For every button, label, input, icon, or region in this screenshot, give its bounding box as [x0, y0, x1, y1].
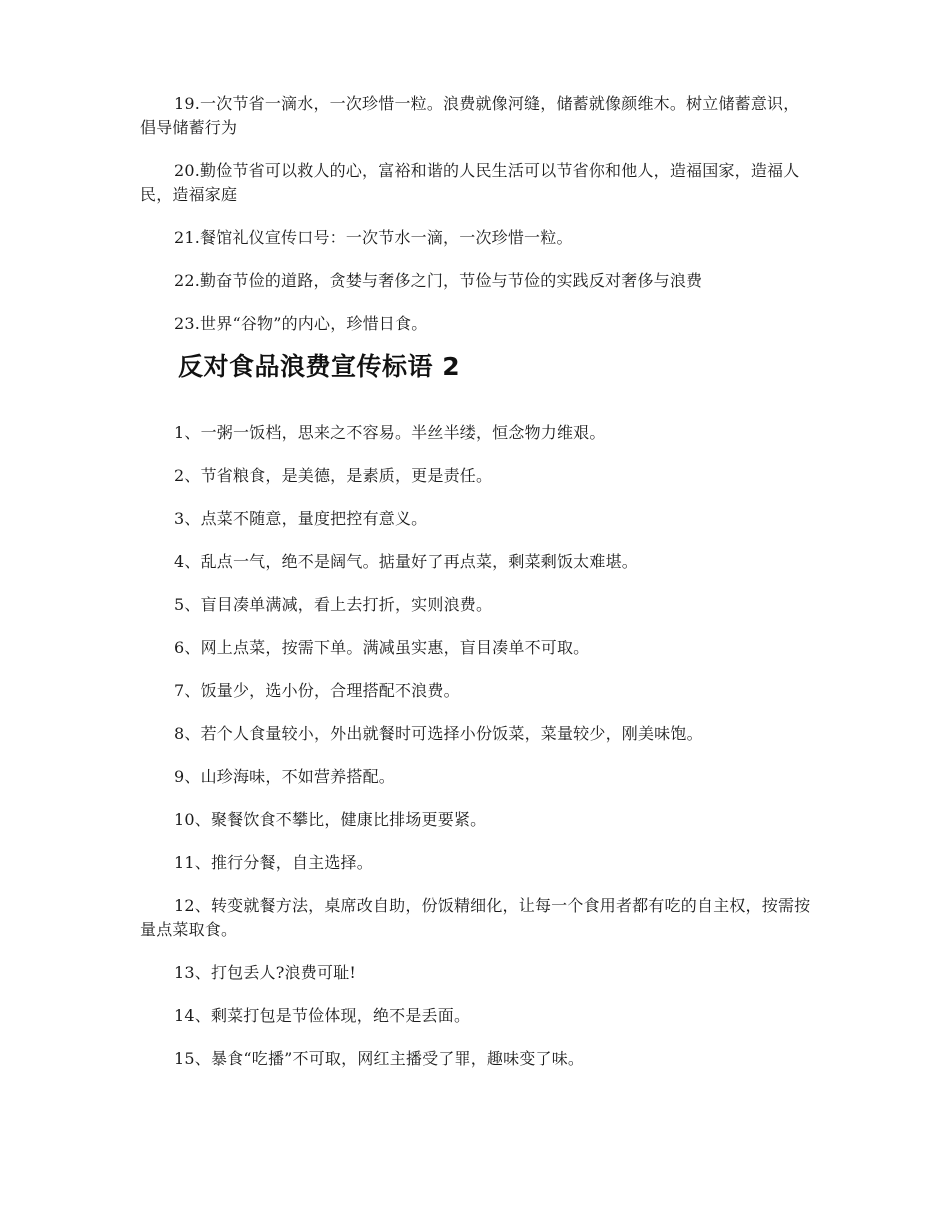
slogan-item-8: 8、若个人食量较小，外出就餐时可选择小份饭菜，菜量较少，刚美味饱。	[174, 724, 703, 743]
slogan-item-5: 5、盲目凑单满减，看上去打折，实则浪费。	[174, 595, 493, 614]
slogan-item-12: 12、转变就餐方法，桌席改自助，份饭精细化，让每一个食用者都有吃的自主权，按需按量点菜取食。	[140, 896, 811, 939]
slogan-19: 19.一次节省一滴水，一次珍惜一粒。浪费就像河缝，储蓄就像颜维木。树立储蓄意识，倡导储蓄行为	[140, 94, 800, 137]
slogan-item-7: 7、饭量少，选小份，合理搭配不浪费。	[174, 681, 460, 700]
document-body	[140, 92, 812, 1071]
slogan-item-3: 3、点菜不随意，量度把控有意义。	[174, 509, 428, 528]
slogan-item-9: 9、山珍海味，不如营养搭配。	[174, 767, 395, 786]
slogan-item-14: 14、剩菜打包是节俭体现，绝不是丢面。	[174, 1006, 471, 1025]
slogan-20: 20.勤俭节省可以救人的心，富裕和谐的人民生活可以节省你和他人，造福国家，造福人民，造福家庭	[140, 161, 800, 204]
section-heading: 反对食品浪费宣传标语 2	[178, 352, 461, 381]
slogan-item-4: 4、乱点一气，绝不是阔气。掂量好了再点菜，剩菜剩饭太难堪。	[174, 552, 638, 571]
slogan-item-2: 2、节省粮食，是美德，是素质，更是责任。	[174, 466, 493, 485]
slogan-22: 22.勤奋节俭的道路，贪婪与奢侈之门，节俭与节俭的实践反对奢侈与浪费	[174, 271, 703, 290]
slogan-23: 23.世界“谷物”的内心，珍惜日食。	[174, 314, 428, 333]
slogan-item-15: 15、暴食“吃播”不可取，网红主播受了罪，趣味变了味。	[174, 1049, 585, 1068]
slogan-item-11: 11、推行分餐，自主选择。	[174, 853, 373, 872]
slogan-item-10: 10、聚餐饮食不攀比，健康比排场更要紧。	[174, 810, 487, 829]
slogan-item-6: 6、网上点菜，按需下单。满减虽实惠，盲目凑单不可取。	[174, 638, 590, 657]
slogan-item-1: 1、一粥一饭档，思来之不容易。半丝半缕，恒念物力维艰。	[174, 423, 606, 442]
slogan-21: 21.餐馆礼仪宣传口号：一次节水一滴，一次珍惜一粒。	[174, 228, 573, 247]
slogan-item-13: 13、打包丢人?浪费可耻!	[174, 963, 356, 982]
